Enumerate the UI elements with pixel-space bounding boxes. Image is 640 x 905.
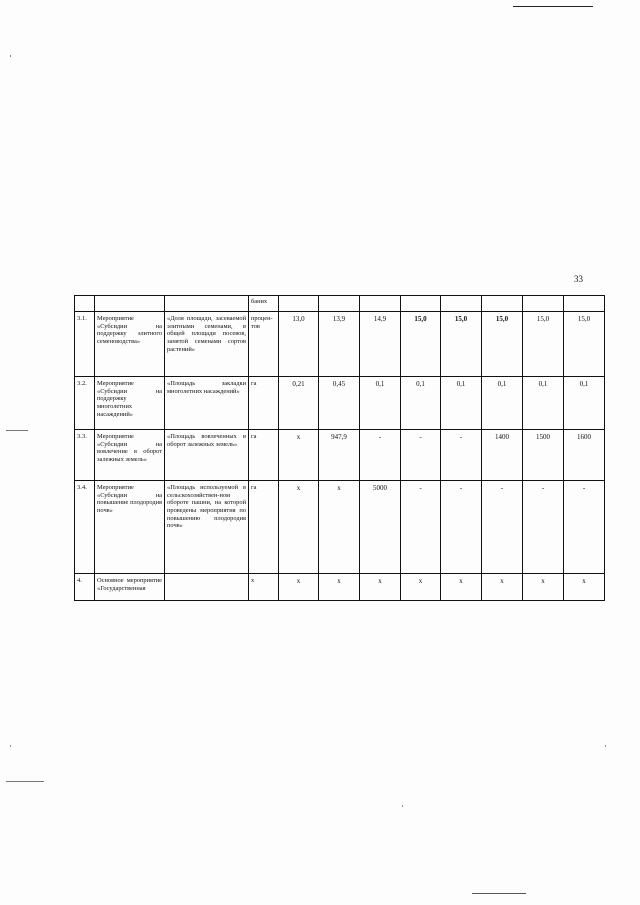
value-cell: 0,21 xyxy=(279,377,319,430)
bottom-rule xyxy=(472,893,526,894)
page-number: 33 xyxy=(574,274,583,284)
top-rule xyxy=(513,6,593,7)
table-cell xyxy=(482,296,523,312)
event-name: Мероприятие «Субсидии на поддержку многолетних насаждений» xyxy=(95,377,165,430)
indicator-name: «Площадь используемой в сельскохозяйствен-ном обороте пашни, на которой проведены мероприятия по повышению плодородия почв» xyxy=(165,481,249,574)
value-cell: х xyxy=(523,574,564,601)
value-cell: х xyxy=(279,574,319,601)
value-cell: 15,0 xyxy=(523,312,564,377)
value-cell: 15,0 xyxy=(401,312,441,377)
value-cell: х xyxy=(360,574,401,601)
value-cell: х xyxy=(441,574,482,601)
table-cell xyxy=(165,296,249,312)
table-cell xyxy=(279,296,319,312)
value-cell: 1600 xyxy=(564,430,605,481)
unit: га xyxy=(249,481,279,574)
table-row xyxy=(75,430,605,481)
value-cell: х xyxy=(279,481,319,574)
row-number: 3.2. xyxy=(75,377,95,430)
indicators-table xyxy=(74,295,605,601)
value-cell: - xyxy=(564,481,605,574)
scan-dot xyxy=(402,805,403,807)
scan-dot xyxy=(10,55,11,57)
scan-dot xyxy=(605,745,606,747)
margin-mark xyxy=(6,781,44,782)
value-cell: - xyxy=(360,430,401,481)
table-cell xyxy=(360,296,401,312)
table-cell: баних xyxy=(249,296,279,312)
indicator-name xyxy=(165,574,249,601)
value-cell: 947,9 xyxy=(319,430,360,481)
table-row xyxy=(75,377,605,430)
value-cell: х xyxy=(564,574,605,601)
unit: х xyxy=(249,574,279,601)
indicator-name: «Доля площади, засеваемой элитными семенами, в общей площади посевов, занятой семенами сортов растений» xyxy=(165,312,249,377)
value-cell: 13,0 xyxy=(279,312,319,377)
value-cell: х xyxy=(279,430,319,481)
value-cell: х xyxy=(319,481,360,574)
value-cell: - xyxy=(482,481,523,574)
value-cell: х xyxy=(401,574,441,601)
table-row xyxy=(75,312,605,377)
value-cell: 0,1 xyxy=(360,377,401,430)
margin-mark xyxy=(6,430,28,431)
table-cell xyxy=(523,296,564,312)
value-cell: х xyxy=(482,574,523,601)
table-cell xyxy=(564,296,605,312)
event-name: Мероприятие «Субсидии на вовлечение в оборот залежных земель» xyxy=(95,430,165,481)
value-cell: 14,9 xyxy=(360,312,401,377)
value-cell: х xyxy=(319,574,360,601)
value-cell: 0,1 xyxy=(482,377,523,430)
value-cell: 0,1 xyxy=(441,377,482,430)
row-number: 3.4. xyxy=(75,481,95,574)
event-name: Мероприятие «Субсидии на повышение плодородия почв» xyxy=(95,481,165,574)
table-cell xyxy=(401,296,441,312)
value-cell: 5000 xyxy=(360,481,401,574)
value-cell: 1500 xyxy=(523,430,564,481)
table-row xyxy=(75,574,605,601)
value-cell: 0,1 xyxy=(401,377,441,430)
unit: га xyxy=(249,377,279,430)
scan-dot xyxy=(10,745,11,747)
unit: га xyxy=(249,430,279,481)
unit: процен-тов xyxy=(249,312,279,377)
value-cell: 0,45 xyxy=(319,377,360,430)
value-cell: - xyxy=(441,430,482,481)
value-cell: 0,1 xyxy=(523,377,564,430)
indicator-name: «Площадь закладки многолетних насаждений» xyxy=(165,377,249,430)
value-cell: 15,0 xyxy=(564,312,605,377)
table-cell xyxy=(319,296,360,312)
table-row xyxy=(75,481,605,574)
value-cell: - xyxy=(523,481,564,574)
row-number: 3.1. xyxy=(75,312,95,377)
value-cell: - xyxy=(401,430,441,481)
value-cell: 13,9 xyxy=(319,312,360,377)
table-cell xyxy=(75,296,95,312)
indicator-name: «Площадь вовлеченных в оборот залежных земель» xyxy=(165,430,249,481)
value-cell: 15,0 xyxy=(441,312,482,377)
event-name: Основное мероприятие «Государственная xyxy=(95,574,165,601)
value-cell: 1400 xyxy=(482,430,523,481)
table-cell xyxy=(95,296,165,312)
event-name: Мероприятие «Субсидии на поддержку элитного семеноводства» xyxy=(95,312,165,377)
row-number: 3.3. xyxy=(75,430,95,481)
row-number: 4. xyxy=(75,574,95,601)
value-cell: - xyxy=(441,481,482,574)
value-cell: 15,0 xyxy=(482,312,523,377)
value-cell: 0,1 xyxy=(564,377,605,430)
table-cell xyxy=(441,296,482,312)
value-cell: - xyxy=(401,481,441,574)
table-header-row xyxy=(75,296,605,312)
